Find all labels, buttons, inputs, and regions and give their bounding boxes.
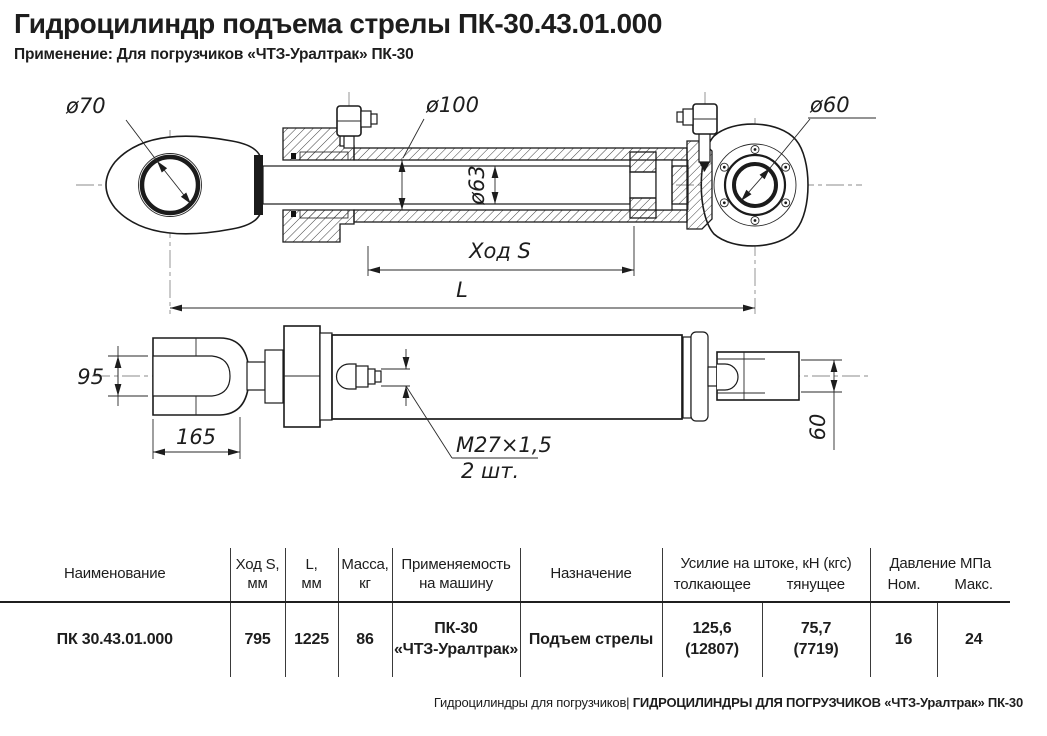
- cell-force-push: 125,6 (12807): [662, 602, 762, 677]
- thread-label: M27×1,5: [456, 433, 552, 457]
- cell-length: 1225: [285, 602, 338, 677]
- piston-rod-section: [263, 166, 630, 204]
- spec-table-header-row: [0, 548, 1010, 602]
- top-view-drawing: [65, 92, 876, 314]
- dimension-rear-eye-width: [801, 360, 842, 450]
- cell-name: ПК 30.43.01.000: [0, 602, 230, 677]
- front-eye-diameter-label: ø70: [66, 94, 106, 118]
- rod-end-block: [265, 350, 283, 403]
- front-port-fitting: [337, 106, 377, 148]
- rod-end-neck: [247, 362, 265, 390]
- thread-qty-label: 2 шт.: [461, 459, 520, 483]
- bore-diameter-label: ø100: [426, 93, 479, 117]
- page-title-code: ПК-30.43.01.000: [457, 8, 662, 39]
- col-header-name: Наименование: [0, 548, 230, 602]
- col-header-purpose: Назначение: [520, 548, 662, 602]
- spec-table: [0, 548, 1010, 677]
- col-header-pressure-nom: Ном.: [887, 575, 921, 593]
- clevis-fork: [153, 338, 249, 415]
- stroke-label: Ход S: [469, 239, 531, 263]
- cylinder-barrel-side: [332, 335, 682, 419]
- footer-category: Гидроцилиндры для погрузчиков|: [433, 695, 633, 710]
- side-view-drawing: [77, 326, 868, 483]
- spec-table-data-row: [0, 602, 1010, 677]
- fork-length-label: 165: [175, 425, 217, 449]
- rear-eye-diameter-label: ø60: [810, 93, 850, 117]
- rod-diameter-label: ø63: [465, 165, 489, 205]
- page-footer: [434, 695, 1023, 710]
- dimension-fork-length: [153, 417, 240, 459]
- col-header-length: L, мм: [285, 548, 338, 602]
- cell-application: ПК-30 «ЧТЗ-Уралтрак»: [392, 602, 520, 677]
- rear-eye-block: [717, 352, 799, 400]
- front-collar: [284, 326, 332, 427]
- dimension-stroke: [368, 226, 634, 276]
- col-header-force-pull: тянущее: [786, 575, 845, 593]
- length-label: L: [456, 278, 468, 302]
- page-subtitle: Применение: Для погрузчиков «ЧТЗ-Уралтрак» ПК-30: [14, 46, 414, 63]
- dimension-overall-length: [170, 278, 755, 308]
- cell-force-pull: 75,7 (7719): [762, 602, 870, 677]
- fork-opening-label: 95: [77, 365, 104, 389]
- col-header-pressure-group: Давление МПа Ном. Макс.: [870, 548, 1010, 602]
- col-header-pressure-max: Макс.: [954, 575, 993, 593]
- cell-mass: 86: [338, 602, 392, 677]
- cell-stroke: 795: [230, 602, 285, 677]
- cell-purpose: Подъем стрелы: [520, 602, 662, 677]
- rod-shoulder-ring: [254, 155, 263, 215]
- front-rod-eye: [106, 136, 260, 234]
- rear-eye-width-label: 60: [806, 413, 830, 441]
- footer-title: ГИДРОЦИЛИНДРЫ ДЛЯ ПОГРУЗЧИКОВ «ЧТЗ-Уралтрак» ПК-30: [632, 695, 1023, 710]
- cell-pressure-nom: 16: [870, 602, 937, 677]
- piston-assembly: [630, 152, 688, 218]
- rear-cap-rings: [683, 332, 717, 421]
- rear-port-fitting: [677, 104, 717, 134]
- rear-eye-housing: [687, 124, 808, 246]
- col-header-application: Применяемость на машину: [392, 548, 520, 602]
- col-header-stroke: Ход S, мм: [230, 548, 285, 602]
- col-header-force-group: Усилие на штоке, кН (кгс) толкающее тянущее: [662, 548, 870, 602]
- page-title-text: Гидроцилиндр подъема стрелы: [14, 8, 458, 39]
- col-header-force-push: толкающее: [673, 575, 751, 593]
- col-header-mass: Масса, кг: [338, 548, 392, 602]
- cell-pressure-max: 24: [965, 630, 983, 648]
